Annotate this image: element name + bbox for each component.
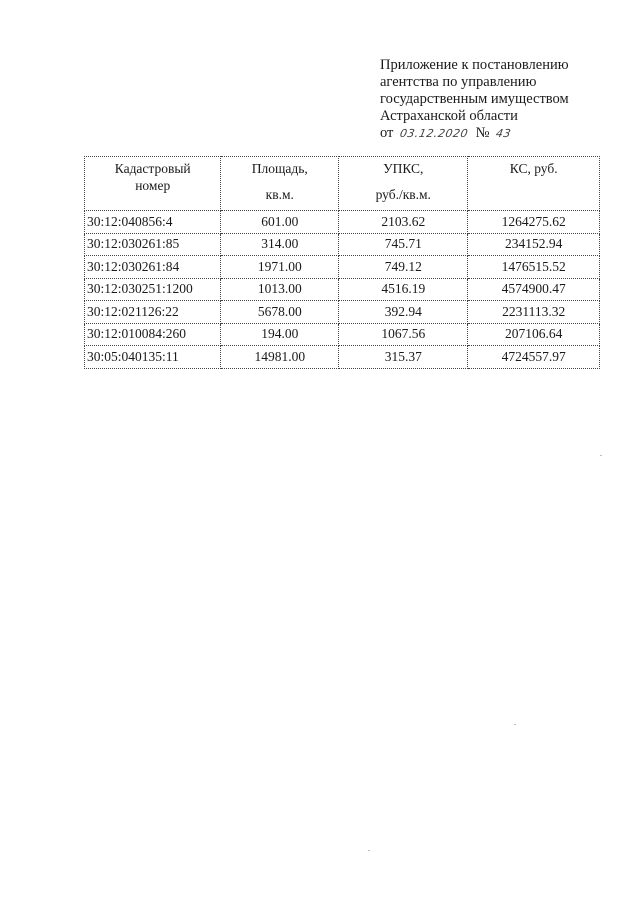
header-cadastral-number: Кадастровый номер xyxy=(85,157,221,211)
cell-upks: 749.12 xyxy=(339,256,468,279)
appendix-header xyxy=(380,57,630,142)
cell-area: 194.00 xyxy=(221,323,339,346)
cell-upks: 1067.56 xyxy=(339,323,468,346)
cell-cadastral: 30:12:010084:260 xyxy=(85,323,221,346)
table-row xyxy=(85,323,600,346)
cell-ks: 207106.64 xyxy=(468,323,600,346)
scan-speck xyxy=(514,724,516,725)
number-sign: № xyxy=(475,125,490,141)
cell-ks: 234152.94 xyxy=(468,233,600,256)
cell-cadastral: 30:12:040856:4 xyxy=(85,211,221,234)
table-row xyxy=(85,256,600,279)
header-line-2: агентства по управлению xyxy=(380,74,537,90)
cell-upks: 745.71 xyxy=(339,233,468,256)
cell-ks: 1476515.52 xyxy=(468,256,600,279)
cell-area: 601.00 xyxy=(221,211,339,234)
table-row xyxy=(85,346,600,369)
cell-cadastral: 30:12:030251:1200 xyxy=(85,278,221,301)
cell-area: 5678.00 xyxy=(221,301,339,324)
header-line-1: Приложение к постановлению xyxy=(380,57,569,73)
cell-ks: 4574900.47 xyxy=(468,278,600,301)
cell-ks: 4724557.97 xyxy=(468,346,600,369)
table-row xyxy=(85,301,600,324)
header-area: Площадь, кв.м. xyxy=(221,157,339,211)
table-header-row xyxy=(85,157,600,211)
scan-speck xyxy=(368,850,370,851)
cell-cadastral: 30:05:040135:11 xyxy=(85,346,221,369)
cell-area: 314.00 xyxy=(221,233,339,256)
cell-area: 1971.00 xyxy=(221,256,339,279)
handwritten-number: 43 xyxy=(494,127,513,140)
handwritten-date: 03.12.2020 xyxy=(398,127,470,140)
cell-upks: 4516.19 xyxy=(339,278,468,301)
header-date-number-line xyxy=(380,125,630,142)
cadastral-table xyxy=(84,156,600,369)
header-line-4: Астраханской области xyxy=(380,108,518,124)
header-line-3: государственным имуществом xyxy=(380,91,569,107)
cell-ks: 2231113.32 xyxy=(468,301,600,324)
cell-upks: 315.37 xyxy=(339,346,468,369)
cell-area: 1013.00 xyxy=(221,278,339,301)
header-ks: КС, руб. xyxy=(468,157,600,211)
cell-cadastral: 30:12:030261:84 xyxy=(85,256,221,279)
table-row xyxy=(85,211,600,234)
table-row xyxy=(85,233,600,256)
scan-speck xyxy=(600,455,602,456)
cell-cadastral: 30:12:021126:22 xyxy=(85,301,221,324)
cell-upks: 392.94 xyxy=(339,301,468,324)
cell-ks: 1264275.62 xyxy=(468,211,600,234)
table-row xyxy=(85,278,600,301)
header-upks: УПКС, руб./кв.м. xyxy=(339,157,468,211)
from-prefix: от xyxy=(380,125,394,141)
cell-upks: 2103.62 xyxy=(339,211,468,234)
cell-area: 14981.00 xyxy=(221,346,339,369)
cell-cadastral: 30:12:030261:85 xyxy=(85,233,221,256)
